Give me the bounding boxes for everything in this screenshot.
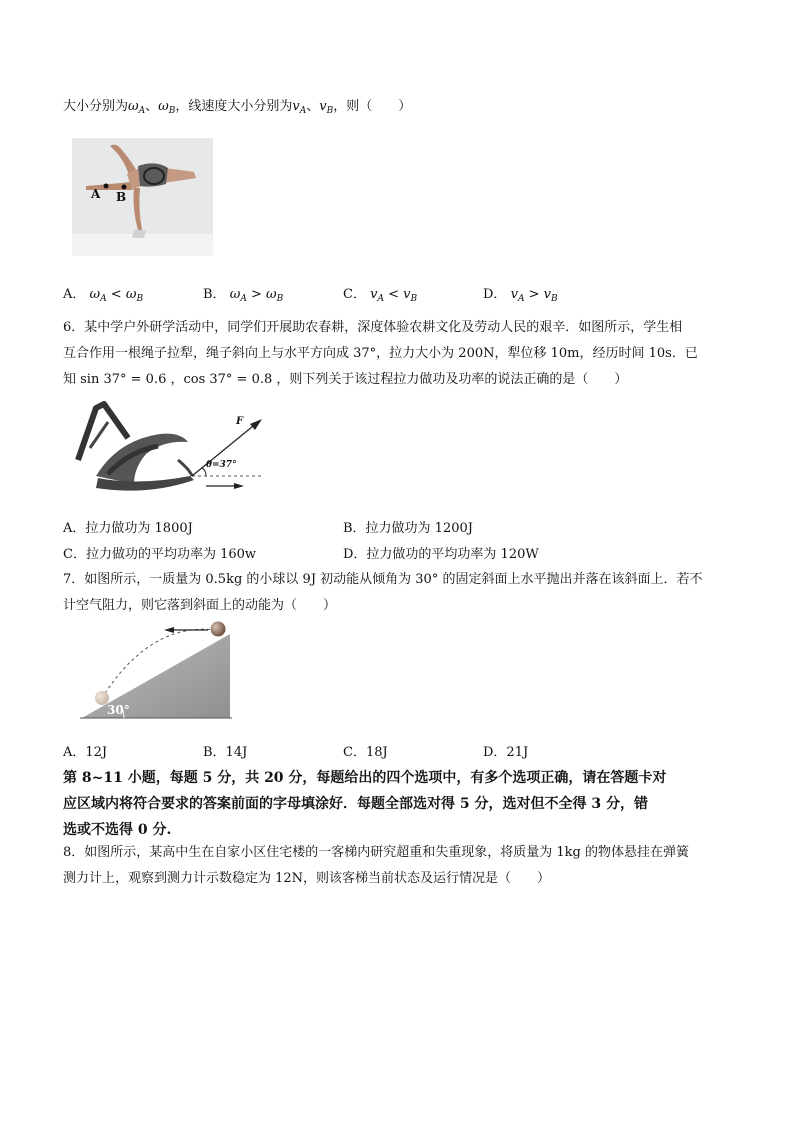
section-instructions-line-3: 选或不选得 0 分. [63, 822, 172, 838]
q6-line-1: 6．某中学户外研学活动中，同学们开展助农春耕，深度体验农耕文化及劳动人民的艰辛．如图所示，学生相 [63, 320, 683, 335]
q7-option-b: B．14J [203, 745, 248, 760]
q5-option-a: A． $\omega_A < \omega_B$ [63, 287, 144, 304]
incline-figure [80, 618, 240, 722]
q6-line-3: 知 sin 37° = 0.6 ，cos 37° = 0.8 ，则下列关于该过程拉力做功及功率的说法正确的是（ ） [63, 372, 628, 387]
q6-line-2: 互合作用一根绳子拉犁，绳子斜向上与水平方向成 37°，拉力大小为 200N，犁位移 10m，经历时间 10s．已 [63, 346, 698, 361]
incline-angle-label: 30° [107, 703, 130, 717]
q5-stem: 大小分别为$\omega_A$、$\omega_B$，线速度大小分别为$v_A$、$v_B$，则（ ） [63, 99, 412, 116]
q5-option-b: B． $\omega_A > \omega_B$ [203, 287, 284, 304]
q8-line-1: 8．如图所示，某高中生在自家小区住宅楼的一客梯内研究超重和失重现象，将质量为 1kg 的物体悬挂在弹簧 [63, 845, 690, 860]
q6-option-b: B．拉力做功为 1200J [343, 521, 473, 536]
q7-option-a: A．12J [63, 745, 108, 760]
q5-option-d: D． $v_A > v_B$ [483, 287, 558, 304]
q7-option-c: C．18J [343, 745, 388, 760]
q8-line-2: 测力计上，观察到测力计示数稳定为 12N，则该客梯当前状态及运行情况是（ ） [63, 871, 551, 886]
angle-label: θ=37° [206, 460, 237, 470]
q7-line-1: 7．如图所示，一质量为 0.5kg 的小球以 9J 初动能从倾角为 30° 的固定斜面上水平抛出并落在该斜面上．若不 [63, 572, 703, 587]
plough-figure [68, 400, 268, 500]
point-b-marker [122, 185, 127, 190]
section-instructions-line-2: 应区域内将符合要求的答案前面的字母填涂好．每题全部选对得 5 分，选对但不全得 3 分，错 [63, 796, 648, 812]
q7-option-d: D．21J [483, 745, 529, 760]
fig-label-b: B [116, 190, 127, 204]
q6-option-d: D．拉力做功的平均功率为 120W [343, 547, 539, 562]
fig-label-a: A [91, 187, 101, 201]
force-label: F [236, 416, 244, 427]
point-a-marker [104, 184, 109, 189]
skater-photo [72, 138, 213, 256]
q5-option-c: C． $v_A < v_B$ [343, 287, 418, 304]
section-instructions-line-1: 第 8~11 小题，每题 5 分，共 20 分，每题给出的四个选项中，有多个选项正确，请在答题卡对 [63, 770, 667, 786]
q6-option-c: C．拉力做功的平均功率为 160w [63, 547, 257, 562]
q6-option-a: A．拉力做功为 1800J [63, 521, 193, 536]
q7-line-2: 计空气阻力，则它落到斜面上的动能为（ ） [63, 598, 337, 613]
